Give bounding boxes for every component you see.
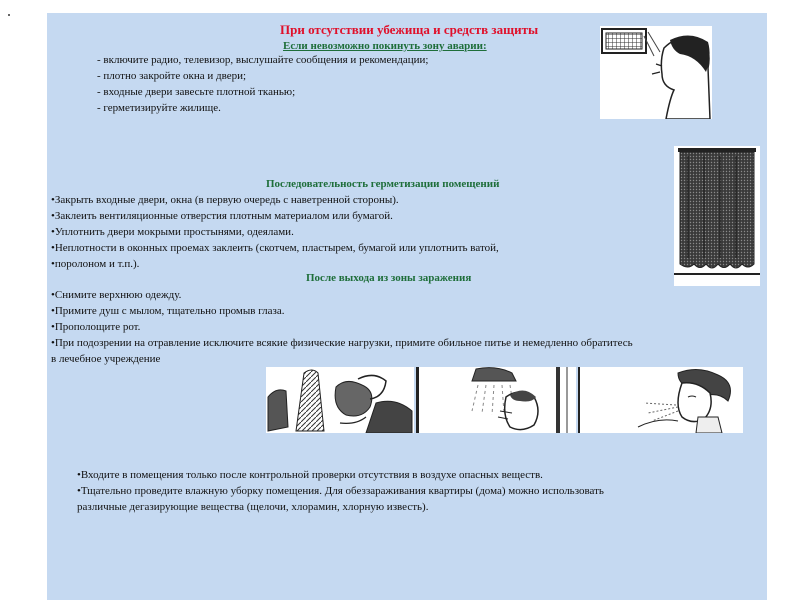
intro-item: - включите радио, телевизор, выслушайте сообщения и рекомендации; bbox=[97, 54, 429, 66]
sealing-item: •Уплотнить двери мокрыми простынями, одеялами. bbox=[51, 226, 294, 238]
slide-subtitle: Если невозможно покинуть зону аварии: bbox=[283, 40, 487, 52]
intro-item: - герметизируйте жилище. bbox=[97, 102, 221, 114]
corner-dot bbox=[8, 14, 10, 16]
sealing-item: •Закрыть входные двери, окна (в первую очередь с наветренной стороны). bbox=[51, 194, 399, 206]
sealing-item: •Заклеить вентиляционные отверстия плотным материалом или бумагой. bbox=[51, 210, 393, 222]
drinking-illustration bbox=[578, 367, 743, 433]
shower-illustration bbox=[416, 367, 576, 433]
final-item: •Тщательно проведите влажную уборку помещения. Для обеззараживания квартиры (дома) можно использовать bbox=[77, 485, 604, 497]
slide-title: При отсутствии убежища и средств защиты bbox=[280, 22, 539, 37]
final-item: различные дегазирующие вещества (щелочи, хлорамин, хлорную известь). bbox=[77, 501, 429, 513]
exit-item: в лечебное учреждение bbox=[51, 353, 161, 365]
sealing-item: •Неплотности в оконных проемах заклеить (скотчем, пластырем, бумагой или уплотнить ватой, bbox=[51, 242, 499, 254]
exit-item: •Прополощите рот. bbox=[51, 321, 141, 333]
intro-item: - входные двери завесьте плотной тканью; bbox=[97, 86, 296, 98]
exit-item: •При подозрении на отравление исключите всякие физические нагрузки, примите обильное питье и немедленно обратитесь bbox=[51, 337, 633, 349]
curtain-illustration bbox=[674, 146, 760, 286]
exit-item: •Примите душ с мылом, тщательно промыв глаза. bbox=[51, 305, 285, 317]
person-at-window-illustration bbox=[600, 26, 712, 119]
undressing-illustration bbox=[266, 367, 414, 433]
sealing-item: •поролоном и т.п.). bbox=[51, 258, 140, 270]
slide bbox=[47, 13, 767, 600]
sealing-heading: Последовательность герметизации помещений bbox=[266, 178, 500, 190]
exit-heading: После выхода из зоны заражения bbox=[306, 272, 472, 284]
intro-item: - плотно закройте окна и двери; bbox=[97, 70, 247, 82]
exit-item: •Снимите верхнюю одежду. bbox=[51, 289, 182, 301]
final-item: •Входите в помещения только после контрольной проверки отсутствия в воздухе опасных веществ. bbox=[77, 469, 543, 481]
